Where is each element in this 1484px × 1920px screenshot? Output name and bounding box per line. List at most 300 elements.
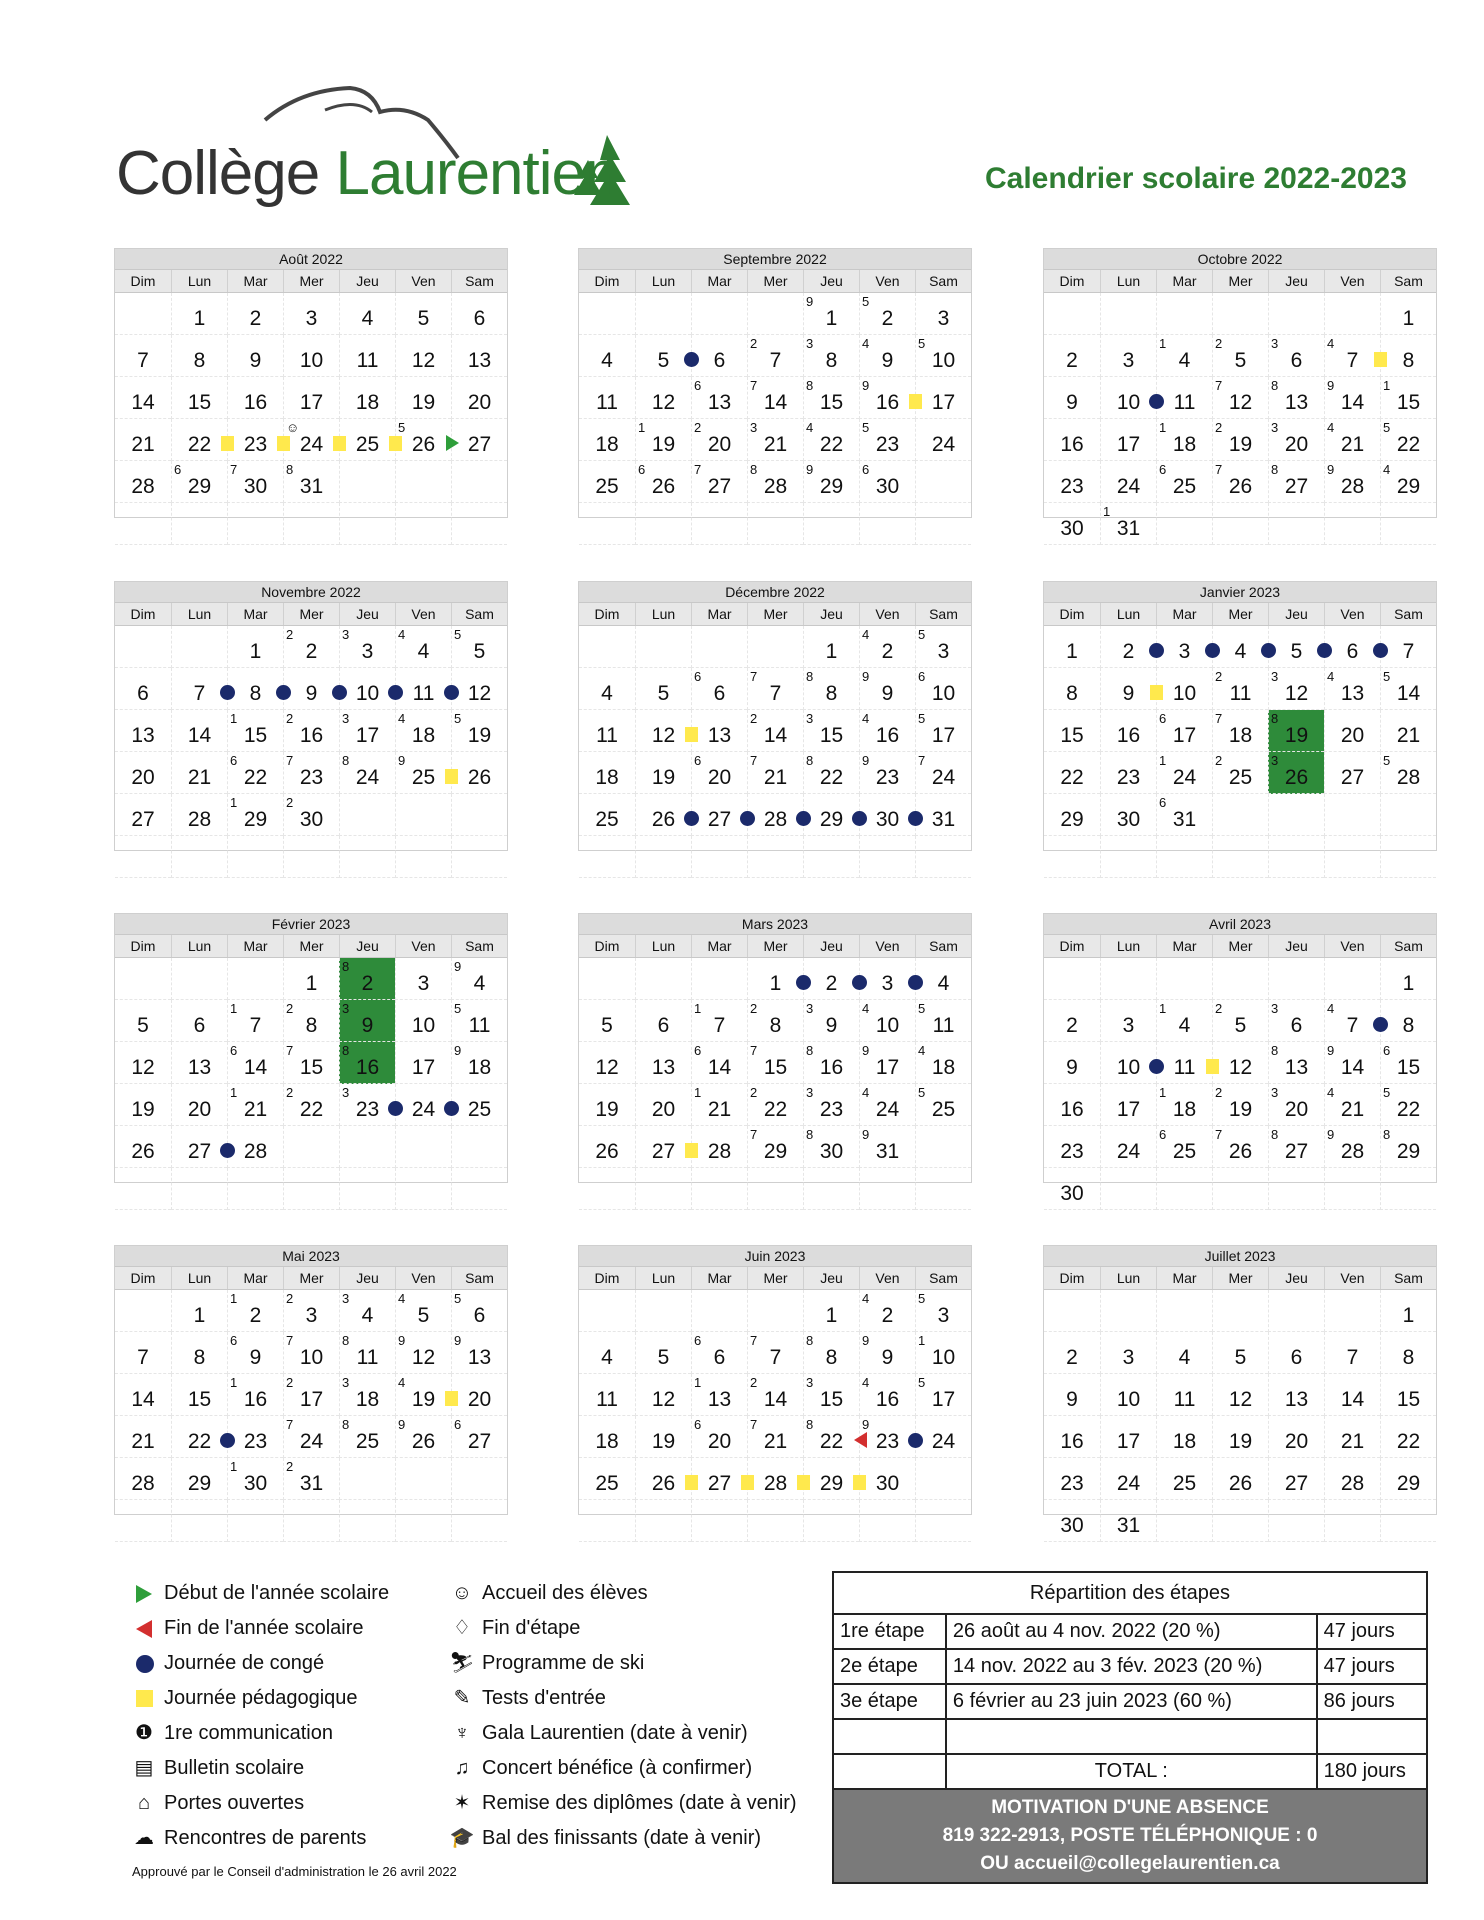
day-number: 30 (875, 1472, 900, 1495)
day-number: 28 (1340, 475, 1365, 498)
day-annotation: 9 (862, 378, 870, 393)
day-number: 3 (881, 972, 894, 995)
day-number: 12 (1284, 682, 1309, 705)
day-cell (115, 1416, 171, 1458)
legend-label: Rencontres de parents (164, 1827, 367, 1849)
day-cell (395, 1458, 451, 1500)
day-number: 28 (1396, 766, 1421, 789)
day-number: 24 (1116, 1472, 1141, 1495)
weekday-label: Mer (1212, 935, 1268, 957)
day-annotation: 3 (806, 1375, 814, 1390)
day-number: 20 (707, 766, 732, 789)
day-number: 26 (467, 766, 492, 789)
day-number: 9 (249, 349, 262, 372)
day-cell (339, 335, 395, 377)
day-cell (1100, 668, 1156, 710)
day-cell (1324, 503, 1380, 545)
day-grid (1044, 958, 1436, 1210)
day-number: 1 (193, 307, 206, 330)
legend-item (130, 1681, 389, 1716)
day-number: 20 (707, 433, 732, 456)
day-annotation: 4 (398, 1375, 406, 1390)
day-number: 8 (1066, 682, 1078, 705)
weekday-label: Dim (594, 606, 620, 622)
day-number: 6 (473, 307, 486, 330)
day-cell (395, 794, 451, 836)
weekday-header (579, 602, 971, 626)
day-number: 8 (193, 1346, 206, 1369)
day-annotation: 4 (1383, 462, 1391, 477)
day-cell (1324, 461, 1380, 503)
day-cell (283, 293, 339, 335)
day-number: 13 (467, 1346, 492, 1369)
weekday-label: Dim (594, 1270, 620, 1286)
day-number: 21 (1340, 1430, 1365, 1453)
legend-icon (130, 1646, 158, 1681)
day-cell (1044, 1084, 1100, 1126)
legend-item (448, 1786, 797, 1821)
day-annotation: 3 (806, 1085, 814, 1100)
day-number: 4 (601, 349, 613, 372)
day-number: 5 (1290, 640, 1303, 663)
day-cell (1156, 1458, 1212, 1500)
day-number: 6 (473, 1304, 486, 1327)
etape-days: 86 jours (1317, 1684, 1427, 1719)
day-cell (395, 1168, 451, 1210)
day-number: 28 (131, 1472, 155, 1495)
legend-icon (130, 1611, 158, 1646)
day-cell (859, 1084, 915, 1126)
day-cell (1212, 1042, 1268, 1084)
day-number: 9 (881, 1346, 894, 1369)
month-title: Juin 2023 (579, 1246, 971, 1266)
day-cell (691, 377, 747, 419)
weekday-label: Jeu (1268, 1267, 1324, 1289)
day-number: 16 (243, 391, 268, 414)
day-number: 20 (707, 1430, 732, 1453)
day-cell (691, 1126, 747, 1168)
day-cell (395, 1500, 451, 1542)
day-annotation: 7 (1215, 378, 1223, 393)
day-number: 15 (187, 391, 212, 414)
day-number: 26 (1284, 766, 1309, 789)
day-cell (171, 503, 227, 545)
day-number: 29 (187, 475, 212, 498)
day-annotation: 7 (750, 1043, 758, 1058)
month-title: Octobre 2022 (1044, 249, 1436, 269)
day-cell (1380, 836, 1436, 878)
weekday-label: Jeu (803, 1267, 859, 1289)
day-cell (1044, 1374, 1100, 1416)
day-annotation: 5 (918, 711, 926, 726)
absence-title: MOTIVATION D'UNE ABSENCE (991, 1797, 1269, 1818)
day-cell (1044, 1458, 1100, 1500)
day-number: 8 (305, 1014, 318, 1037)
day-cell (1100, 1168, 1156, 1210)
day-cell (1324, 377, 1380, 419)
weekday-label: Jeu (803, 270, 859, 292)
day-cell (283, 503, 339, 545)
day-cell (635, 710, 691, 752)
day-number: 20 (1340, 724, 1365, 747)
day-number: 14 (131, 391, 155, 414)
day-annotation: 3 (806, 1001, 814, 1016)
day-cell (859, 1374, 915, 1416)
day-annotation: 9 (862, 1127, 870, 1142)
day-cell (691, 1500, 747, 1542)
day-cell (915, 958, 971, 1000)
day-number: 21 (187, 766, 212, 789)
day-annotation: 7 (694, 462, 702, 477)
day-annotation: 5 (1383, 1085, 1391, 1100)
day-number: 19 (1228, 1430, 1253, 1453)
legend-icon: ✶ (453, 1792, 471, 1814)
day-annotation: 3 (1271, 753, 1279, 768)
day-cell (115, 752, 171, 794)
day-number: 11 (596, 724, 618, 747)
day-cell (803, 377, 859, 419)
day-cell (451, 958, 507, 1000)
day-number: 2 (1122, 640, 1135, 663)
day-cell (227, 1458, 283, 1500)
day-cell (171, 958, 227, 1000)
day-annotation: 2 (286, 1459, 294, 1474)
day-cell (859, 1500, 915, 1542)
day-number: 16 (243, 1388, 268, 1411)
day-number: 21 (707, 1098, 732, 1121)
day-annotation: 4 (862, 1375, 870, 1390)
day-cell (1156, 419, 1212, 461)
day-cell (451, 1042, 507, 1084)
day-cell (691, 710, 747, 752)
day-annotation: 8 (342, 753, 350, 768)
day-cell (1212, 1000, 1268, 1042)
day-annotation: 9 (454, 959, 462, 974)
weekday-label: Ven (859, 270, 915, 292)
weekday-label: Jeu (339, 1267, 395, 1289)
day-cell (283, 836, 339, 878)
weekday-label: Ven (395, 1267, 451, 1289)
day-cell (915, 419, 971, 461)
day-cell (691, 668, 747, 710)
day-number: 30 (875, 808, 900, 831)
day-annotation: 9 (806, 462, 814, 477)
day-cell (1324, 1500, 1380, 1542)
day-cell (227, 461, 283, 503)
day-cell (1324, 668, 1380, 710)
day-number: 15 (1060, 724, 1084, 747)
day-cell (1268, 1084, 1324, 1126)
day-cell (691, 752, 747, 794)
day-cell (915, 461, 971, 503)
day-cell (395, 1416, 451, 1458)
weekday-label: Ven (859, 935, 915, 957)
day-grid (579, 1290, 971, 1542)
day-number: 24 (931, 1430, 956, 1453)
day-number: 27 (707, 1472, 732, 1495)
day-number: 25 (931, 1098, 956, 1121)
day-cell (747, 1084, 803, 1126)
day-cell (395, 1332, 451, 1374)
day-cell (451, 1332, 507, 1374)
day-annotation: 4 (862, 627, 870, 642)
day-number: 25 (1172, 475, 1197, 498)
day-number: 25 (595, 475, 619, 498)
weekday-header (579, 269, 971, 293)
day-number: 24 (1172, 766, 1197, 789)
day-cell (227, 626, 283, 668)
weekday-label: Ven (859, 603, 915, 625)
day-cell (1100, 1332, 1156, 1374)
day-number: 7 (193, 682, 206, 705)
day-cell (115, 503, 171, 545)
day-cell (1100, 335, 1156, 377)
day-cell (747, 1126, 803, 1168)
day-annotation: 1 (230, 1291, 238, 1306)
day-cell (579, 836, 635, 878)
day-number: 3 (1122, 349, 1135, 372)
day-cell (915, 377, 971, 419)
day-cell (579, 1084, 635, 1126)
day-cell (283, 794, 339, 836)
day-cell (747, 836, 803, 878)
day-cell (579, 710, 635, 752)
weekday-label: Jeu (803, 935, 859, 957)
day-cell (171, 668, 227, 710)
day-annotation: 8 (342, 1333, 350, 1348)
day-number: 2 (881, 307, 894, 330)
day-number: 15 (819, 724, 844, 747)
etape-period: 14 nov. 2022 au 3 fév. 2023 (20 %) (946, 1649, 1317, 1684)
legend-item (130, 1646, 389, 1681)
school-name-part1: Collège (116, 139, 320, 208)
day-cell (579, 958, 635, 1000)
weekday-label: Lun (1100, 603, 1156, 625)
day-cell (1380, 1416, 1436, 1458)
day-cell (115, 1042, 171, 1084)
day-annotation: 8 (286, 462, 294, 477)
day-annotation: 7 (286, 1043, 294, 1058)
day-number: 19 (1284, 724, 1309, 747)
day-cell (171, 1416, 227, 1458)
day-cell (747, 503, 803, 545)
day-number: 21 (131, 1430, 155, 1453)
day-number: 15 (763, 1056, 788, 1079)
day-number: 2 (305, 640, 318, 663)
day-cell (283, 668, 339, 710)
day-number: 24 (931, 766, 956, 789)
day-number: 3 (417, 972, 430, 995)
day-number: 17 (875, 1056, 900, 1079)
day-number: 17 (299, 391, 324, 414)
day-number: 27 (1284, 1472, 1309, 1495)
day-annotation: 2 (750, 1001, 758, 1016)
month-calendar (114, 248, 508, 518)
day-number: 3 (937, 640, 950, 663)
month-title: Avril 2023 (1044, 914, 1436, 934)
day-cell (803, 668, 859, 710)
day-annotation: 9 (862, 753, 870, 768)
legend-icon: ☺ (451, 1582, 473, 1604)
day-number: 17 (299, 1388, 324, 1411)
day-annotation: 6 (230, 753, 238, 768)
day-cell (115, 419, 171, 461)
day-cell (1100, 1458, 1156, 1500)
weekday-label: Ven (859, 1267, 915, 1289)
day-cell (635, 293, 691, 335)
day-number: 6 (1290, 1346, 1303, 1369)
day-number: 15 (187, 1388, 212, 1411)
day-cell (635, 1126, 691, 1168)
day-cell (283, 1290, 339, 1332)
day-cell (691, 626, 747, 668)
day-cell (227, 335, 283, 377)
day-cell (1268, 1000, 1324, 1042)
day-number: 23 (243, 1430, 268, 1453)
day-grid (115, 626, 507, 878)
month-title: Décembre 2022 (579, 582, 971, 602)
day-number: 29 (819, 1472, 844, 1495)
day-number: 1 (1402, 972, 1415, 995)
day-cell (1156, 293, 1212, 335)
day-number: 8 (825, 682, 838, 705)
day-number: 2 (361, 972, 374, 995)
day-cell (747, 1374, 803, 1416)
day-cell (339, 958, 395, 1000)
day-number: 5 (1234, 1346, 1247, 1369)
day-number: 3 (1122, 1014, 1135, 1037)
day-number: 3 (937, 1304, 950, 1327)
day-number: 13 (187, 1056, 212, 1079)
etape-total-row (833, 1754, 1427, 1789)
day-cell (915, 710, 971, 752)
day-cell (1100, 1290, 1156, 1332)
day-cell (579, 335, 635, 377)
day-number: 7 (1346, 349, 1359, 372)
day-number: 20 (467, 391, 492, 414)
day-cell (339, 794, 395, 836)
day-annotation: 4 (862, 1085, 870, 1100)
day-cell (579, 377, 635, 419)
day-grid (579, 626, 971, 878)
day-number: 9 (881, 349, 894, 372)
day-annotation: 1 (230, 1001, 238, 1016)
day-number: 25 (1172, 1472, 1197, 1495)
day-cell (859, 1290, 915, 1332)
day-number: 10 (299, 349, 324, 372)
day-cell (859, 836, 915, 878)
day-annotation: 8 (806, 669, 814, 684)
day-cell (339, 503, 395, 545)
weekday-label: Lun (635, 935, 691, 957)
day-cell (339, 752, 395, 794)
weekday-label: Mar (691, 1267, 747, 1289)
absence-contact-box (832, 1790, 1428, 1884)
day-number: 6 (193, 1014, 206, 1037)
weekday-label: Dim (1059, 1270, 1085, 1286)
month-title: Février 2023 (115, 914, 507, 934)
day-cell (283, 1500, 339, 1542)
day-cell (803, 626, 859, 668)
day-cell (859, 1000, 915, 1042)
day-annotation: 9 (398, 1417, 406, 1432)
day-cell (339, 419, 395, 461)
day-annotation: 6 (1159, 711, 1167, 726)
day-cell (395, 503, 451, 545)
day-cell (579, 794, 635, 836)
day-number: 18 (1172, 433, 1197, 456)
day-annotation: 4 (1327, 669, 1335, 684)
day-cell (395, 1374, 451, 1416)
day-cell (803, 461, 859, 503)
legend-item (448, 1821, 797, 1856)
day-annotation: 7 (750, 378, 758, 393)
legend-item (448, 1716, 797, 1751)
day-number: 29 (187, 1472, 212, 1495)
legend-label: Accueil des élèves (482, 1582, 648, 1604)
day-number: 15 (1396, 391, 1421, 414)
day-cell (339, 1500, 395, 1542)
weekday-label: Sam (1380, 603, 1436, 625)
day-cell (1380, 752, 1436, 794)
day-cell (451, 1290, 507, 1332)
day-cell (1044, 461, 1100, 503)
day-annotation: 5 (862, 294, 870, 309)
day-cell (1268, 1374, 1324, 1416)
day-number: 9 (825, 1014, 838, 1037)
day-cell (451, 794, 507, 836)
day-number: 24 (411, 1098, 436, 1121)
day-number: 10 (931, 682, 956, 705)
day-annotation: 1 (230, 1459, 238, 1474)
day-number: 31 (1172, 808, 1197, 831)
day-number: 13 (707, 391, 732, 414)
day-cell (1156, 1168, 1212, 1210)
day-cell (227, 1500, 283, 1542)
weekday-label: Jeu (1268, 935, 1324, 957)
day-number: 25 (1172, 1140, 1197, 1163)
day-cell (227, 836, 283, 878)
day-cell (1324, 1416, 1380, 1458)
day-number: 19 (467, 724, 492, 747)
day-annotation: 5 (862, 420, 870, 435)
legend-icon: ♢ (453, 1617, 471, 1639)
day-annotation: 2 (1215, 669, 1223, 684)
weekday-label: Dim (130, 273, 156, 289)
day-number: 26 (1228, 1472, 1253, 1495)
legend-item (130, 1576, 389, 1611)
day-cell (859, 377, 915, 419)
day-cell (1100, 377, 1156, 419)
day-number: 26 (1228, 1140, 1253, 1163)
day-cell (635, 377, 691, 419)
day-cell (395, 752, 451, 794)
day-cell (227, 377, 283, 419)
day-cell (1268, 293, 1324, 335)
day-number: 14 (1396, 682, 1421, 705)
day-annotation: 7 (286, 753, 294, 768)
day-annotation: 4 (1327, 1085, 1335, 1100)
day-annotation: 1 (1159, 420, 1167, 435)
day-cell (1156, 626, 1212, 668)
legend-item (130, 1786, 389, 1821)
day-cell (1380, 668, 1436, 710)
day-number: 30 (875, 475, 900, 498)
day-cell (1100, 1374, 1156, 1416)
day-number: 7 (137, 1346, 149, 1369)
day-annotation: 8 (806, 753, 814, 768)
day-cell (1156, 836, 1212, 878)
